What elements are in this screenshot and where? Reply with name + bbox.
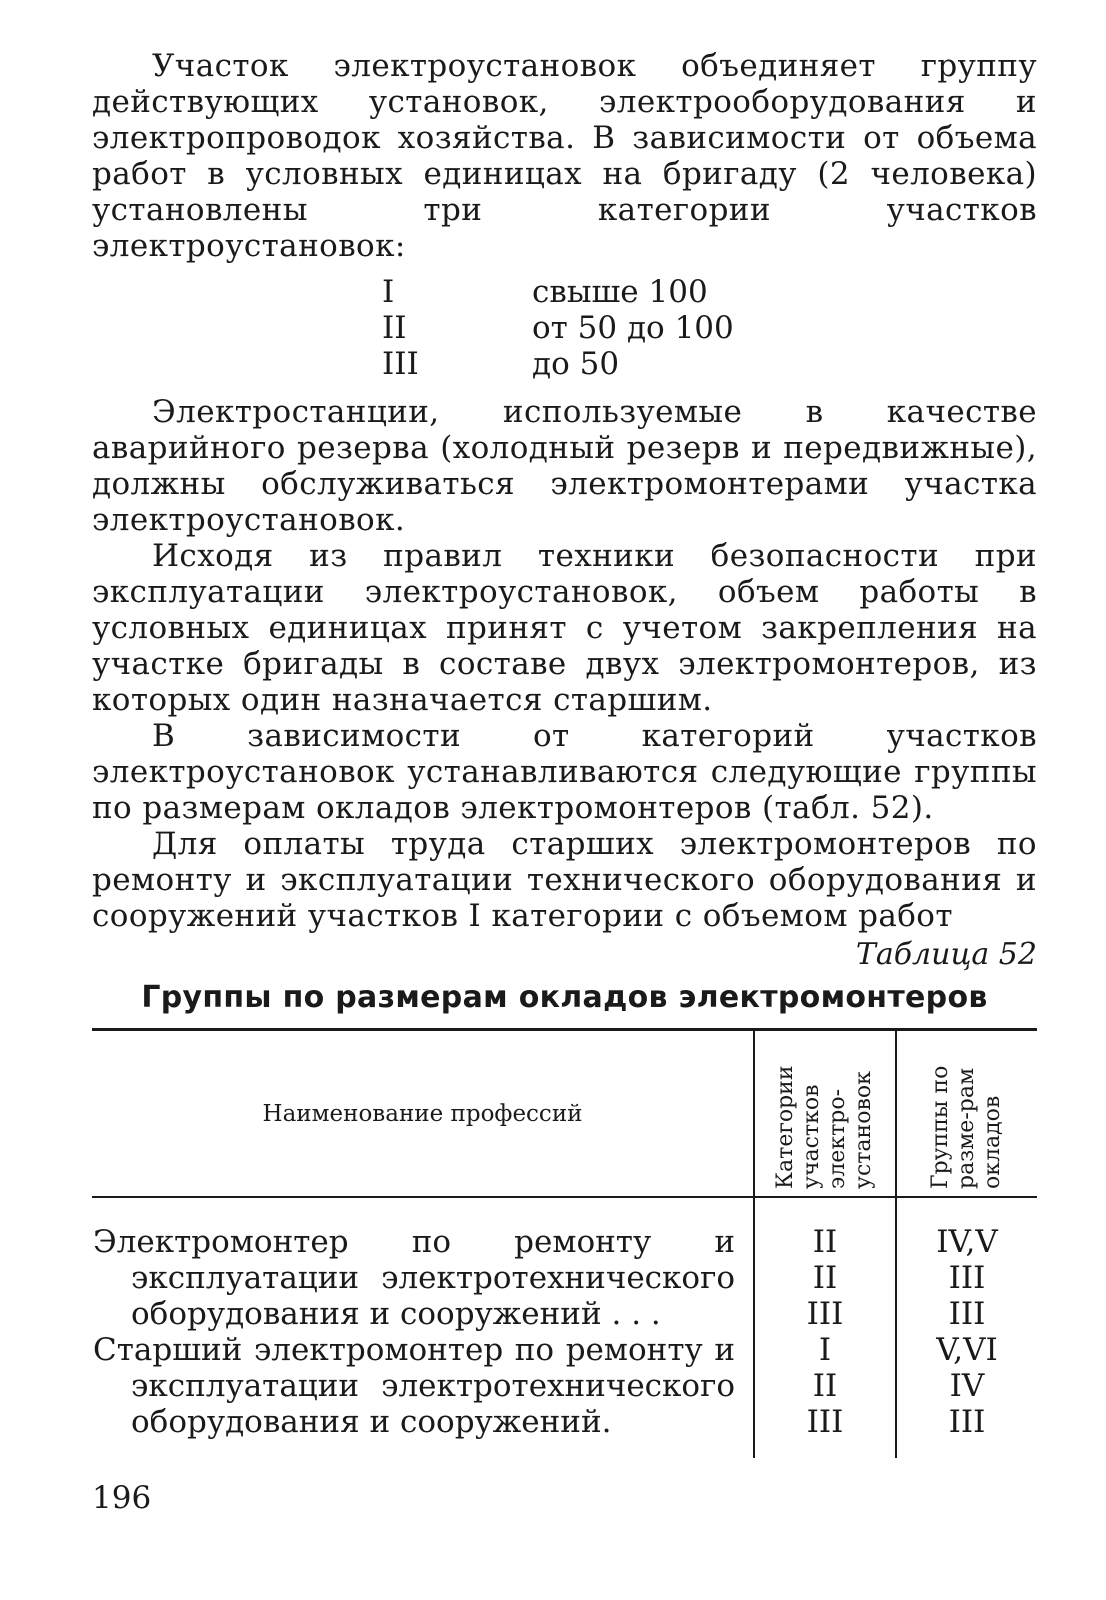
group-value: III (948, 1296, 986, 1332)
category-number: III (382, 346, 419, 382)
category-value: II (812, 1224, 838, 1260)
header-group (896, 1030, 1037, 1198)
category-list (92, 274, 1037, 382)
category-value: III (806, 1404, 844, 1440)
category-range: свыше 100 (532, 274, 708, 310)
category-value: I (818, 1332, 832, 1368)
category-value: III (806, 1296, 844, 1332)
category-range: от 50 до 100 (532, 310, 734, 346)
group-value: V,VI (936, 1332, 998, 1368)
table-header-row (92, 1030, 1037, 1198)
category-row (92, 274, 1037, 310)
category-cell (754, 1197, 896, 1458)
category-value: II (812, 1368, 838, 1404)
header-category-text: Категории участков электро-установок (773, 1064, 876, 1189)
header-category (754, 1030, 896, 1198)
category-value: II (812, 1260, 838, 1296)
paragraph-5: Для оплаты труда старших электромонтеров по ремонту и эксплуатации технического оборудования и сооружений участков I категории с объемом работ (92, 826, 1037, 934)
paragraph-1: Участок электроустановок объединяет группу действующих установок, электрооборудования и электропроводок хозяйства. В зависимости от объема работ в условных единицах на бригаду (2 человека) установлены три категории участков электроустановок: (92, 48, 1037, 264)
category-number: I (382, 274, 395, 310)
category-number: II (382, 310, 407, 346)
group-cell (896, 1197, 1037, 1458)
salary-groups-table (92, 1028, 1037, 1458)
page-number: 196 (92, 1480, 152, 1516)
category-row (92, 346, 1037, 382)
profession-name: Старший электромонтер по ремонту и эксплуатации электротехнического оборудования и сооружений. (93, 1332, 735, 1440)
group-value: IV (949, 1368, 985, 1404)
paragraph-3: Исходя из правил техники безопасности при эксплуатации электроустановок, объем работы в условных единицах принят с учетом закрепления на участке бригады в составе двух электромонтеров, из которых один назначается старшим. (92, 538, 1037, 718)
page-content (92, 48, 1037, 1458)
paragraph-2: Электростанции, используемые в качестве аварийного резерва (холодный резерв и передвижные), должны обслуживаться электромонтерами участка электроустановок. (92, 394, 1037, 538)
header-profession: Наименование профессий (92, 1030, 754, 1198)
table-row (92, 1197, 1037, 1458)
table-caption: Таблица 52 (855, 937, 1037, 972)
header-group-text: Группы по разме-рам окладов (928, 1065, 1005, 1189)
category-row (92, 310, 1037, 346)
category-range: до 50 (532, 346, 620, 382)
group-value: III (948, 1404, 986, 1440)
table-title: Группы по размерам окладов электромонтеров (141, 980, 988, 1015)
profession-name: Электромонтер по ремонту и эксплуатации электротехнического оборудования и сооружений . . . (93, 1224, 735, 1332)
profession-cell (92, 1197, 754, 1458)
group-value: IV,V (936, 1224, 998, 1260)
paragraph-4: В зависимости от категорий участков электроустановок устанавливаются следующие группы по размерам окладов электромонтеров (табл. 52). (92, 718, 1037, 826)
group-value: III (948, 1260, 986, 1296)
